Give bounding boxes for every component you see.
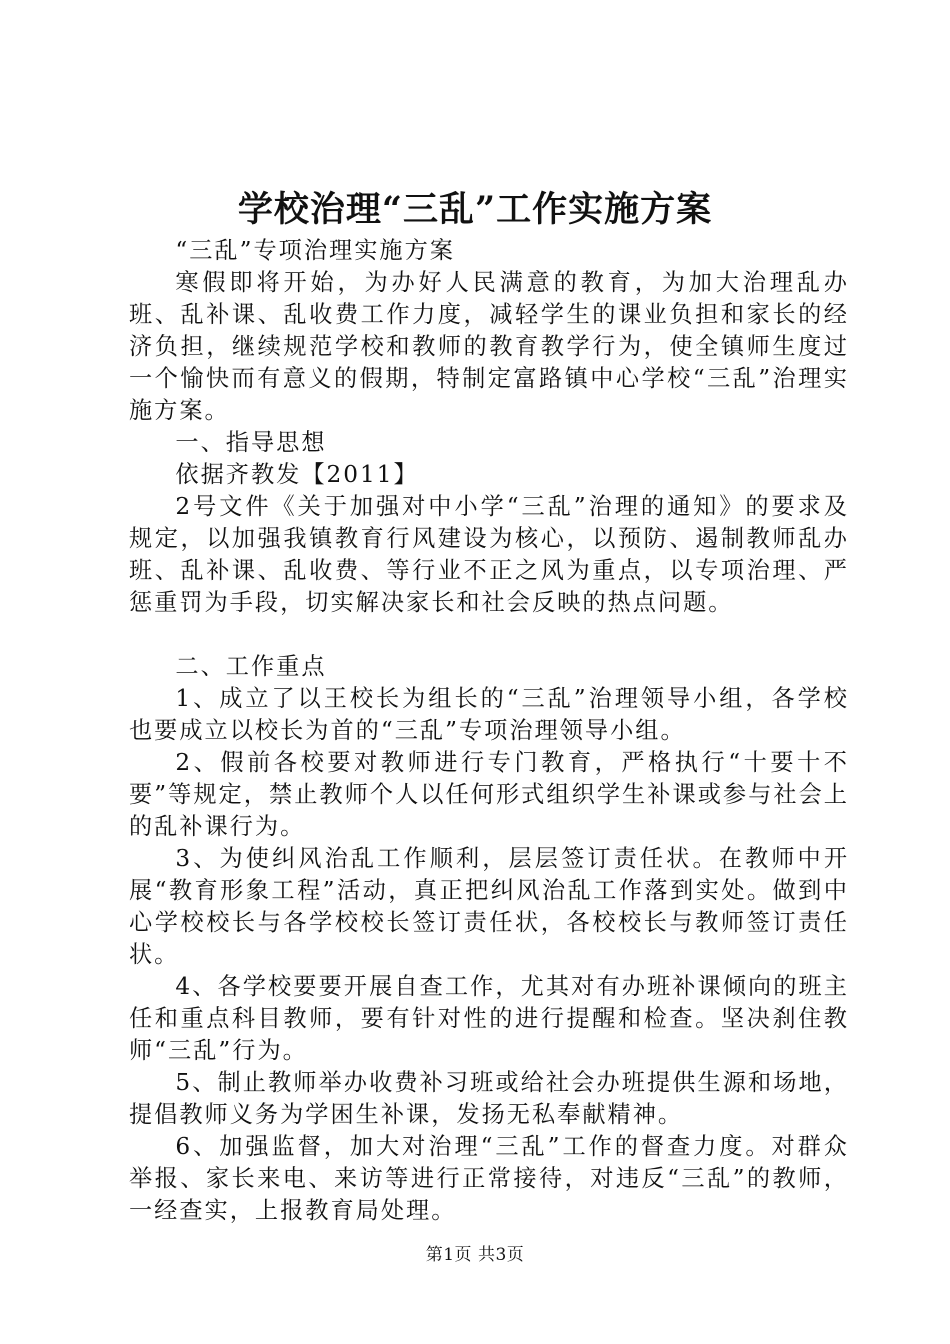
page-footer: 第1页 共3页 (425, 1245, 525, 1265)
intro-paragraph: 寒假即将开始，为办好人民满意的教育，为加大治理乱办班、乱补课、乱收费工作力度，减轻学生的课业负担和家长的经济负担，继续规范学校和教师的教育教学行为，使全镇师生度过一个愉快而有意义的假期，特制定富路镇中心学校“三乱”治理实施方案。 (129, 269, 849, 424)
document-title: 学校治理“三乱”工作实施方案 (237, 189, 713, 230)
section-heading-key-work: 二、工作重点 (175, 653, 327, 680)
subtitle-paragraph: “三乱”专项治理实施方案 (175, 237, 455, 264)
document-body (129, 235, 849, 1227)
key-work-item-5: 5、制止教师举办收费补习班或给社会办班提供生源和场地，提倡教师义务为学困生补课，发扬无私奉献精神。 (129, 1069, 849, 1128)
basis-paragraph: 依据齐教发【2011】 (175, 461, 419, 488)
basis-detail-paragraph: 2号文件《关于加强对中小学“三乱”治理的通知》的要求及规定，以加强我镇教育行风建设为核心，以预防、遏制教师乱办班、乱补课、乱收费、等行业不正之风为重点，以专项治理、严惩重罚为手段，切实解决家长和社会反映的热点问题。 (129, 493, 849, 616)
key-work-item-3: 3、为使纠风治乱工作顺利，层层签订责任状。在教师中开展“教育形象工程”活动，真正把纠风治乱工作落到实处。做到中心学校校长与各学校校长签订责任状，各校校长与教师签订责任状。 (129, 845, 849, 968)
key-work-item-1: 1、成立了以王校长为组长的“三乱”治理领导小组，各学校也要成立以校长为首的“三乱”专项治理领导小组。 (129, 685, 849, 744)
key-work-item-4: 4、各学校要要开展自查工作，尤其对有办班补课倾向的班主任和重点科目教师，要有针对性的进行提醒和检查。坚决刹住教师“三乱”行为。 (129, 973, 849, 1064)
section-heading-guiding-principle: 一、指导思想 (175, 429, 327, 456)
key-work-item-2: 2、假前各校要对教师进行专门教育，严格执行“十要十不要”等规定，禁止教师个人以任何形式组织学生补课或参与社会上的乱补课行为。 (129, 749, 849, 840)
key-work-item-6: 6、加强监督，加大对治理“三乱”工作的督查力度。对群众举报、家长来电、来访等进行正常接待，对违反“三乱”的教师，一经查实，上报教育局处理。 (129, 1133, 849, 1224)
